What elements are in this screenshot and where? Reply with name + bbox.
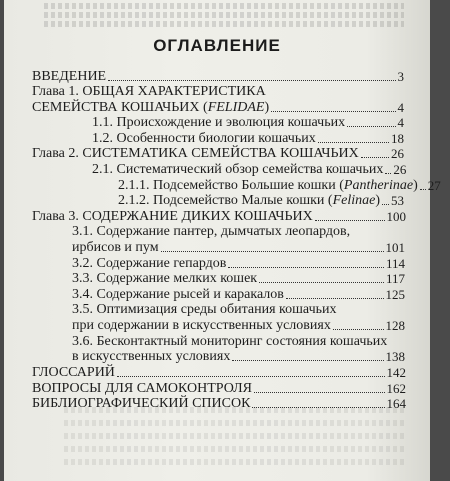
toc-entry-3-3[interactable] xyxy=(72,271,405,286)
toc-page-number: 138 xyxy=(385,349,405,364)
toc-entry-bibliography[interactable] xyxy=(32,396,406,411)
toc-entry-label: в искусственных условиях xyxy=(72,349,231,364)
leader-dots xyxy=(259,282,384,283)
toc-page-number: 27 xyxy=(427,178,441,193)
toc-page-number: 114 xyxy=(385,256,405,271)
toc-page-number: 101 xyxy=(385,240,405,255)
toc-page-number: 142 xyxy=(386,365,406,380)
toc-page-number: 4 xyxy=(397,100,404,115)
leader-dots xyxy=(228,267,384,268)
toc-entry-label: ГЛОССАРИЙ xyxy=(32,365,115,380)
toc-entry-3-5-line1: 3.5. Оптимизация среды обитания кошачьих xyxy=(72,302,337,317)
toc-page-number: 18 xyxy=(391,131,404,146)
toc-entry-label: 2.1.2. Подсемейство Малые кошки (Felinae) xyxy=(118,193,380,208)
toc-entry-3-1-line1: 3.1. Содержание пантер, дымчатых леопардов, xyxy=(72,224,351,239)
toc-entry-3-4[interactable] xyxy=(72,287,405,302)
toc-entry-questions[interactable] xyxy=(32,381,406,396)
toc-entry-chapter2[interactable] xyxy=(32,146,404,161)
leader-dots xyxy=(315,220,385,221)
leader-dots xyxy=(254,392,384,393)
toc-entry-label: ВВЕДЕНИЕ xyxy=(32,69,107,84)
toc-entry-chapter1[interactable] xyxy=(32,100,404,115)
toc-page-number: 117 xyxy=(385,271,405,286)
leader-dots xyxy=(286,298,384,299)
toc-page-number: 26 xyxy=(391,146,404,161)
page-title: ОГЛАВЛЕНИЕ xyxy=(153,36,281,55)
toc-entry-chapter3[interactable] xyxy=(32,209,406,224)
toc-entry-label: 1.2. Особенности биологии кошачьих xyxy=(92,131,316,146)
toc-page-number: 128 xyxy=(385,318,405,333)
document-page xyxy=(4,0,441,481)
toc-entry-introduction[interactable] xyxy=(32,69,404,84)
leader-dots xyxy=(361,157,389,158)
toc-entry-label: Глава 2. СИСТЕМАТИКА СЕМЕЙСТВА КОШАЧЬИХ xyxy=(32,146,359,161)
toc-entry-3-6-line1: 3.6. Бесконтактный мониторинг состояния кошачьих xyxy=(72,334,388,349)
leader-dots xyxy=(232,360,383,361)
toc-entry-1-1[interactable] xyxy=(92,115,404,130)
leader-dots xyxy=(318,142,389,143)
toc-entry-3-5[interactable] xyxy=(72,318,405,333)
toc-entry-1-2[interactable] xyxy=(92,131,404,146)
toc-entry-label: 3.3. Содержание мелких кошек xyxy=(72,271,258,286)
toc-entry-2-1-2[interactable] xyxy=(118,193,404,208)
leader-dots xyxy=(382,204,389,205)
leader-dots xyxy=(108,80,395,81)
toc-entry-label: при содержании в искусственных условиях xyxy=(72,318,331,333)
toc-entry-label: 1.1. Происхождение и эволюция кошачьих xyxy=(92,115,346,130)
toc-entry-label: 3.4. Содержание рысей и каракалов xyxy=(72,287,284,302)
bleed-through-text-bottom xyxy=(4,400,430,480)
leader-dots xyxy=(420,189,426,190)
leader-dots xyxy=(385,173,391,174)
toc-entry-2-1-1[interactable] xyxy=(118,178,441,193)
toc-entry-label: БИБЛИОГРАФИЧЕСКИЙ СПИСОК xyxy=(32,396,251,411)
toc-page-number: 4 xyxy=(397,115,404,130)
toc-page-number: 125 xyxy=(385,287,405,302)
bleed-through-text-top xyxy=(4,0,430,30)
toc-page-number: 100 xyxy=(386,209,406,224)
toc-entry-label: 2.1.1. Подсемейство Большие кошки (Pantherinae) xyxy=(118,178,418,193)
toc-page-number: 162 xyxy=(386,381,406,396)
leader-dots xyxy=(347,126,395,127)
toc-entry-label: ирбисов и пум xyxy=(72,240,159,255)
leader-dots xyxy=(117,376,385,377)
toc-entry-3-6[interactable] xyxy=(72,349,405,364)
leader-dots xyxy=(161,251,384,252)
toc-entry-label: 3.2. Содержание гепардов xyxy=(72,256,227,271)
toc-entry-3-2[interactable] xyxy=(72,256,405,271)
toc-entry-label: СЕМЕЙСТВА КОШАЧЬИХ (FELIDAE) xyxy=(32,100,270,115)
leader-dots xyxy=(252,407,384,408)
toc-page-number: 26 xyxy=(393,162,407,177)
toc-entry-2-1[interactable] xyxy=(92,162,407,177)
toc-page-number: 53 xyxy=(391,193,404,208)
toc-entry-label: ВОПРОСЫ ДЛЯ САМОКОНТРОЛЯ xyxy=(32,381,253,396)
toc-page-number: 3 xyxy=(397,69,404,84)
toc-entry-label: 2.1. Систематический обзор семейства кошачьих xyxy=(92,162,384,177)
toc-entry-3-1[interactable] xyxy=(72,240,405,255)
toc-page-number: 164 xyxy=(386,396,406,411)
toc-entry-chapter1-line1: Глава 1. ОБЩАЯ ХАРАКТЕРИСТИКА xyxy=(32,84,266,99)
toc-entry-label: Глава 3. СОДЕРЖАНИЕ ДИКИХ КОШАЧЬИХ xyxy=(32,209,313,224)
toc-entry-glossary[interactable] xyxy=(32,365,406,380)
leader-dots xyxy=(333,329,384,330)
leader-dots xyxy=(271,111,395,112)
